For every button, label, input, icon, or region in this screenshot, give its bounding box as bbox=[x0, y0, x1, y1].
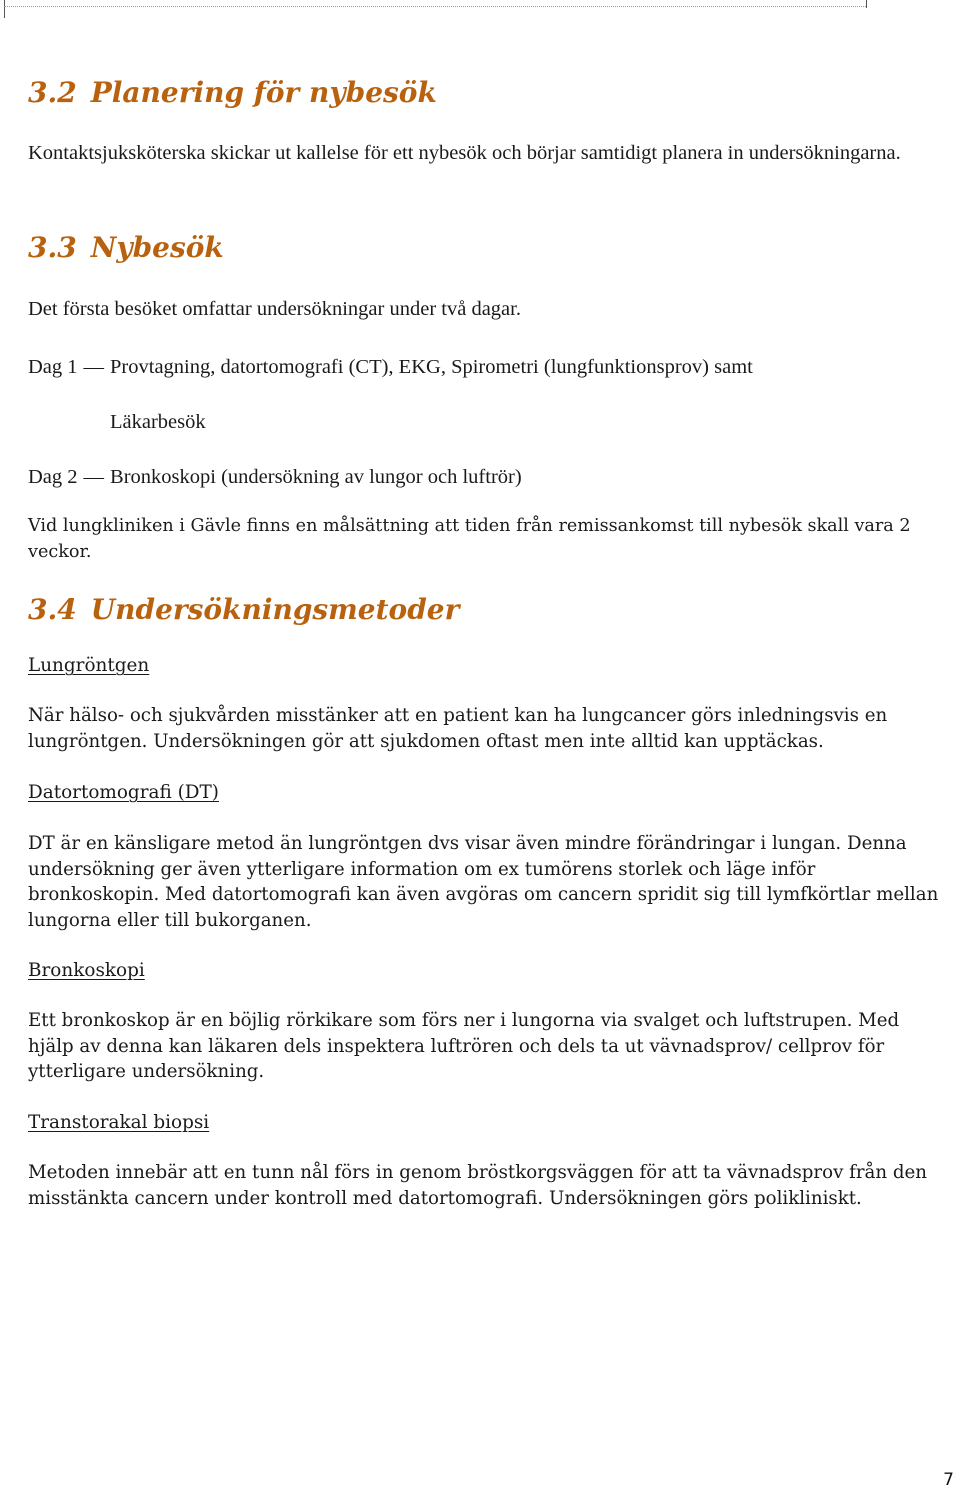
day-1-text: Provtagning, datortomografi (CT), EKG, Spirometri (lungfunktionsprov) samt bbox=[110, 356, 753, 378]
planering-paragraph: Kontaktsjuksköterska skickar ut kallelse för ett nybesök och börjar samtidigt planera in undersökningarna. bbox=[28, 142, 901, 164]
top-rule bbox=[4, 6, 866, 7]
method-text-bronkoskopi: Ett bronkoskop är en böjlig rörkikare som förs ner i lungorna via svalget och luftstrupen. Med hjälp av denna kan läkaren dels inspektera luftrören och dels ta ut vävnadsprov/ cellprov för ytterligare undersökning. bbox=[28, 1010, 900, 1082]
day-1-line bbox=[28, 352, 948, 383]
em-dash: — bbox=[83, 356, 105, 378]
day-2-text: Bronkoskopi (undersökning av lungor och luftrör) bbox=[110, 466, 522, 488]
section-heading-3-2 bbox=[28, 76, 948, 110]
section-number: 3.2 bbox=[28, 76, 77, 109]
page-number: 7 bbox=[943, 1470, 954, 1490]
goal-paragraph: Vid lungkliniken i Gävle finns en målsättning att tiden från remissankomst till nybesök skall vara 2 veckor. bbox=[28, 516, 911, 562]
section-heading-3-4 bbox=[28, 593, 948, 627]
em-dash: — bbox=[83, 466, 105, 488]
nybesok-intro: Det första besöket omfattar undersökningar under två dagar. bbox=[28, 298, 521, 320]
crop-mark-left bbox=[4, 0, 5, 18]
method-heading-lungrontgen: Lungröntgen bbox=[28, 655, 150, 676]
section-title: Undersökningsmetoder bbox=[90, 593, 460, 626]
day-1-continuation: Läkarbesök bbox=[110, 411, 206, 433]
section-title: Nybesök bbox=[90, 231, 224, 264]
section-title: Planering för nybesök bbox=[90, 76, 437, 109]
section-number: 3.3 bbox=[28, 231, 77, 264]
day-2-label: Dag 2 bbox=[28, 466, 78, 488]
method-heading-transtorakal-biopsi: Transtorakal biopsi bbox=[28, 1112, 210, 1133]
crop-mark-right bbox=[866, 0, 867, 8]
section-heading-3-3 bbox=[28, 231, 948, 265]
method-text-datortomografi: DT är en känsligare metod än lungröntgen dvs visar även mindre förändringar i lungan. Denna undersökning ger även ytterligare information om ex tumörens storlek och läge inför bronkoskopin. Med datortomografi kan även avgöras om cancern spridit sig till lymfkörtlar mellan lungorna eller till bukorganen. bbox=[28, 833, 939, 931]
section-number: 3.4 bbox=[28, 593, 77, 626]
method-text-transtorakal-biopsi: Metoden innebär att en tunn nål förs in genom bröstkorgsväggen för att ta vävnadsprov från den misstänkta cancern under kontroll med datortomografi. Undersökningen görs polikliniskt. bbox=[28, 1162, 928, 1209]
method-heading-datortomografi: Datortomografi (DT) bbox=[28, 782, 219, 803]
day-1-label: Dag 1 bbox=[28, 356, 78, 378]
day-2-line bbox=[28, 462, 948, 493]
method-heading-bronkoskopi: Bronkoskopi bbox=[28, 960, 145, 981]
method-text-lungrontgen: När hälso- och sjukvården misstänker att en patient kan ha lungcancer görs inledningsvis en lungröntgen. Undersökningen gör att sjukdomen oftast men inte alltid kan upptäckas. bbox=[28, 705, 888, 752]
